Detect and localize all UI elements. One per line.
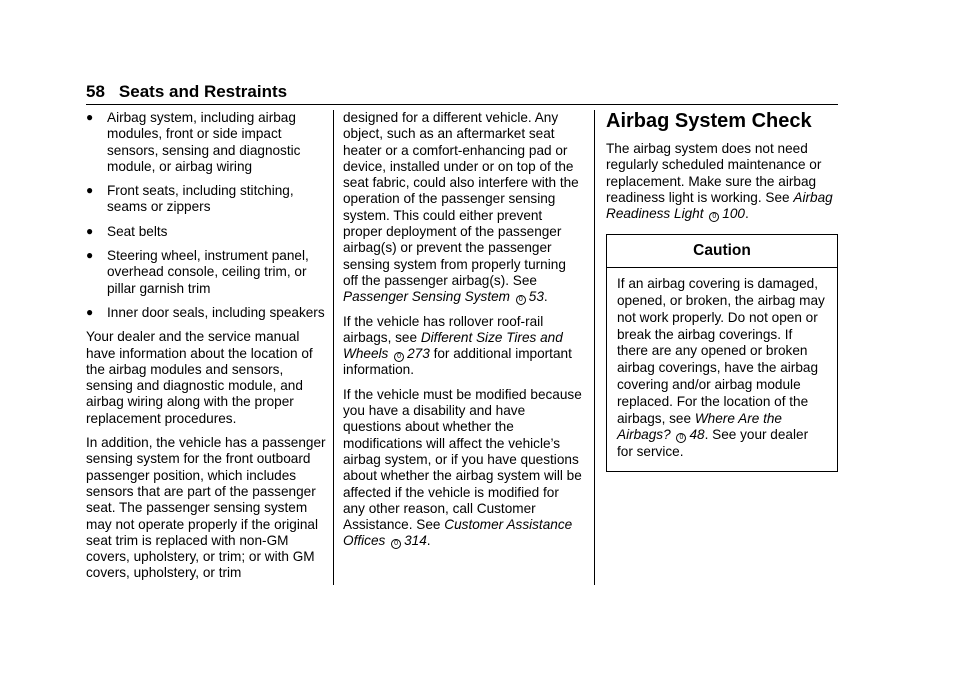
link-passenger-sensing-system[interactable]: Passenger Sensing System <box>343 289 510 305</box>
caution-divider <box>607 267 837 268</box>
section-title: Seats and Restraints <box>118 82 288 101</box>
page-ref-100[interactable]: 100 <box>722 206 745 222</box>
page-ref-icon: 0 <box>394 352 404 362</box>
bullet-icon: ● <box>86 223 94 238</box>
column-2 <box>343 110 583 558</box>
list-item: ● Steering wheel, instrument panel, overhead console, ceiling trim, or pillar garnish trim <box>86 248 309 296</box>
column-3 <box>606 110 838 472</box>
page-ref-314[interactable]: 314 <box>404 533 427 549</box>
column-1 <box>86 110 326 590</box>
page-ref-icon: 0 <box>676 433 686 443</box>
bullet-list <box>86 110 326 321</box>
bullet-icon: ● <box>86 183 94 198</box>
page-ref-53[interactable]: 53 <box>528 289 544 305</box>
column-divider <box>333 110 334 585</box>
page-ref-icon: 0 <box>709 212 719 222</box>
list-item: ● Front seats, including stitching, seams or zippers <box>86 183 294 215</box>
section-heading: Airbag System Check <box>606 110 812 132</box>
caution-text: If an airbag covering is damaged, opened, or broken, the airbag may not work properly. Do not open or break the airbag coverings. If there are any opened or broken airbag coverings, have the airbag covering and/or airbag module replaced. For the location of the airbags, see Where Are the Airbags? 0 48. See your dealer for service. <box>617 276 825 460</box>
link-different-size-tires[interactable]: Different Size Tires and Wheels <box>343 329 563 362</box>
page-ref-48[interactable]: 48 <box>689 427 705 443</box>
paragraph-sensing-system: In addition, the vehicle has a passenger sensing system for the front outboard passenger position, which includes sensors that are part of the passenger seat. The passenger sensing system may not operate properly if the original seat trim is replaced with non-GM covers, upholstery, or trim; or with GM covers, upholstery, or trim <box>86 435 326 581</box>
column-divider <box>594 110 595 585</box>
caution-box <box>606 234 838 472</box>
bullet-icon: ● <box>86 304 94 319</box>
link-customer-assistance[interactable]: Customer Assistance Offices <box>343 517 573 549</box>
list-item: ● Airbag system, including airbag modules, front or side impact sensors, sensing and diagnostic module, or airbag wiring <box>86 110 301 174</box>
caution-title: Caution <box>693 242 751 260</box>
paragraph-modified: If the vehicle must be modified because you have a disability and have questions about whether the modifications will affect the vehicle’s airbag system, or if you have questions about whether the airbag system will be affected if the vehicle is modified for any other reason, call Customer Assistance. See Customer Assistance Offices 0 314. <box>343 386 582 549</box>
paragraph-rollover: If the vehicle has rollover roof-rail airbags, see Different Size Tires and Wheels 0 273 for additional important information. <box>343 313 572 378</box>
page-ref-icon: 0 <box>516 295 526 305</box>
link-where-are-airbags[interactable]: Where Are the Airbags? <box>617 410 782 443</box>
header-rule <box>86 104 838 105</box>
list-item: ● Inner door seals, including speakers <box>86 304 325 320</box>
paragraph-check-intro: The airbag system does not need regularly scheduled maintenance or replacement. Make sure the airbag readiness light is working. See Airbag Readiness Light 0 100. <box>606 141 833 222</box>
list-item: ● Seat belts <box>86 223 168 239</box>
page-ref-273[interactable]: 273 <box>407 346 430 362</box>
paragraph-interference: designed for a different vehicle. Any object, such as an aftermarket seat heater or a comfort-enhancing pad or device, installed under or on top of the seat fabric, could also interfere with the operation of the passenger sensing system. This could either prevent proper deployment of the passenger airbag(s) or prevent the passenger sensing system from properly turning off the passenger airbag(s). See Passenger Sensing System 0 53. <box>343 110 579 305</box>
paragraph-dealer-info: Your dealer and the service manual have information about the location of the airbag modules and sensors, sensing and diagnostic module, and airbag wiring along with the proper replacement procedures. <box>86 329 313 426</box>
bullet-icon: ● <box>86 248 94 263</box>
page-header <box>86 82 287 102</box>
page-ref-icon: 0 <box>391 539 401 549</box>
link-airbag-readiness-light[interactable]: Airbag Readiness Light <box>606 189 833 222</box>
bullet-icon: ● <box>86 110 94 124</box>
page-number: 58 <box>86 82 105 101</box>
